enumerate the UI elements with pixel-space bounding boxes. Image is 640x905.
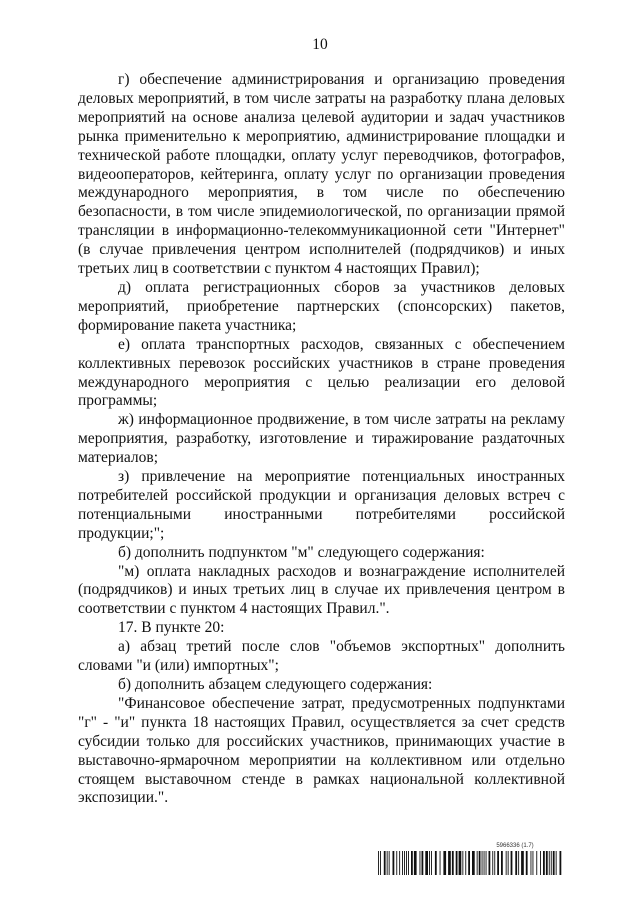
paragraph-point-17: 17. В пункте 20: (118, 619, 225, 637)
paragraph-add-m: б) дополнить подпунктом "м" следующего содержания: (118, 543, 485, 561)
paragraph-point-17-a: а) абзац третий после слов "объемов экспортных" дополнить словами "и (или) импортных"; (78, 638, 565, 675)
paragraph-financing: "Финансовое обеспечение затрат, предусмотренных подпунктами "г" - "и" пункта 18 настоящих Правил, осуществляется за счет средств субсидии только для российских участников, принимающих участие в выставочно-ярмарочном мероприятии на коллективном или отдельно стоящем выставочном стенде в рамках национальной коллективной экспозиции.". (78, 694, 565, 807)
document-code: 5966336 (1.7) (496, 843, 534, 849)
paragraph-item-e: е) оплата транспортных расходов, связанных с обеспечением коллективных перевозок российских участников в стране проведения международного мероприятия с целью реализации его деловой программы; (78, 335, 565, 410)
paragraph-item-g: г) обеспечение администрирования и организацию проведения деловых мероприятий, в том числе затраты на разработку плана деловых мероприятий на основе анализа целевой аудитории и задач участников рынка применительно к мероприятию, администрирование площадки и технической работе площадки, оплату услуг переводчиков, фотографов, видеооператоров, кейтеринга, оплату услуг по организации проведения международного мероприятия, в том числе по обеспечению безопасности, в том числе эпидемиологической, по организации прямой трансляции в информационно-телекоммуникационной сети "Интернет" (в случае привлечения центром исполнителей (подрядчиков) и иных третьих лиц в соответствии с пунктом 4 настоящих Правил); (78, 71, 565, 278)
barcode-icon (378, 851, 563, 875)
page-number: 10 (312, 36, 328, 53)
paragraph-item-z: з) привлечение на мероприятие потенциальных иностранных потребителей российской продукции и организация деловых встреч с потенциальными иностранными потребителями российской продукции;"; (78, 468, 565, 542)
paragraph-point-17-b: б) дополнить абзацем следующего содержания: (118, 676, 433, 693)
document-body (78, 71, 565, 808)
paragraph-item-m: "м) оплата накладных расходов и вознаграждение исполнителей (подрядчиков) и иных третьих лиц в случае их привлечения центром в соответствии с пунктом 4 настоящих Правил.". (78, 562, 565, 618)
paragraph-item-zh: ж) информационное продвижение, в том числе затраты на рекламу мероприятия, разработку, изготовление и тиражирование раздаточных материалов; (78, 411, 565, 467)
paragraph-item-d: д) оплата регистрационных сборов за участников деловых мероприятий, приобретение партнерских (спонсорских) пакетов, формирование пакета участника; (78, 278, 565, 334)
